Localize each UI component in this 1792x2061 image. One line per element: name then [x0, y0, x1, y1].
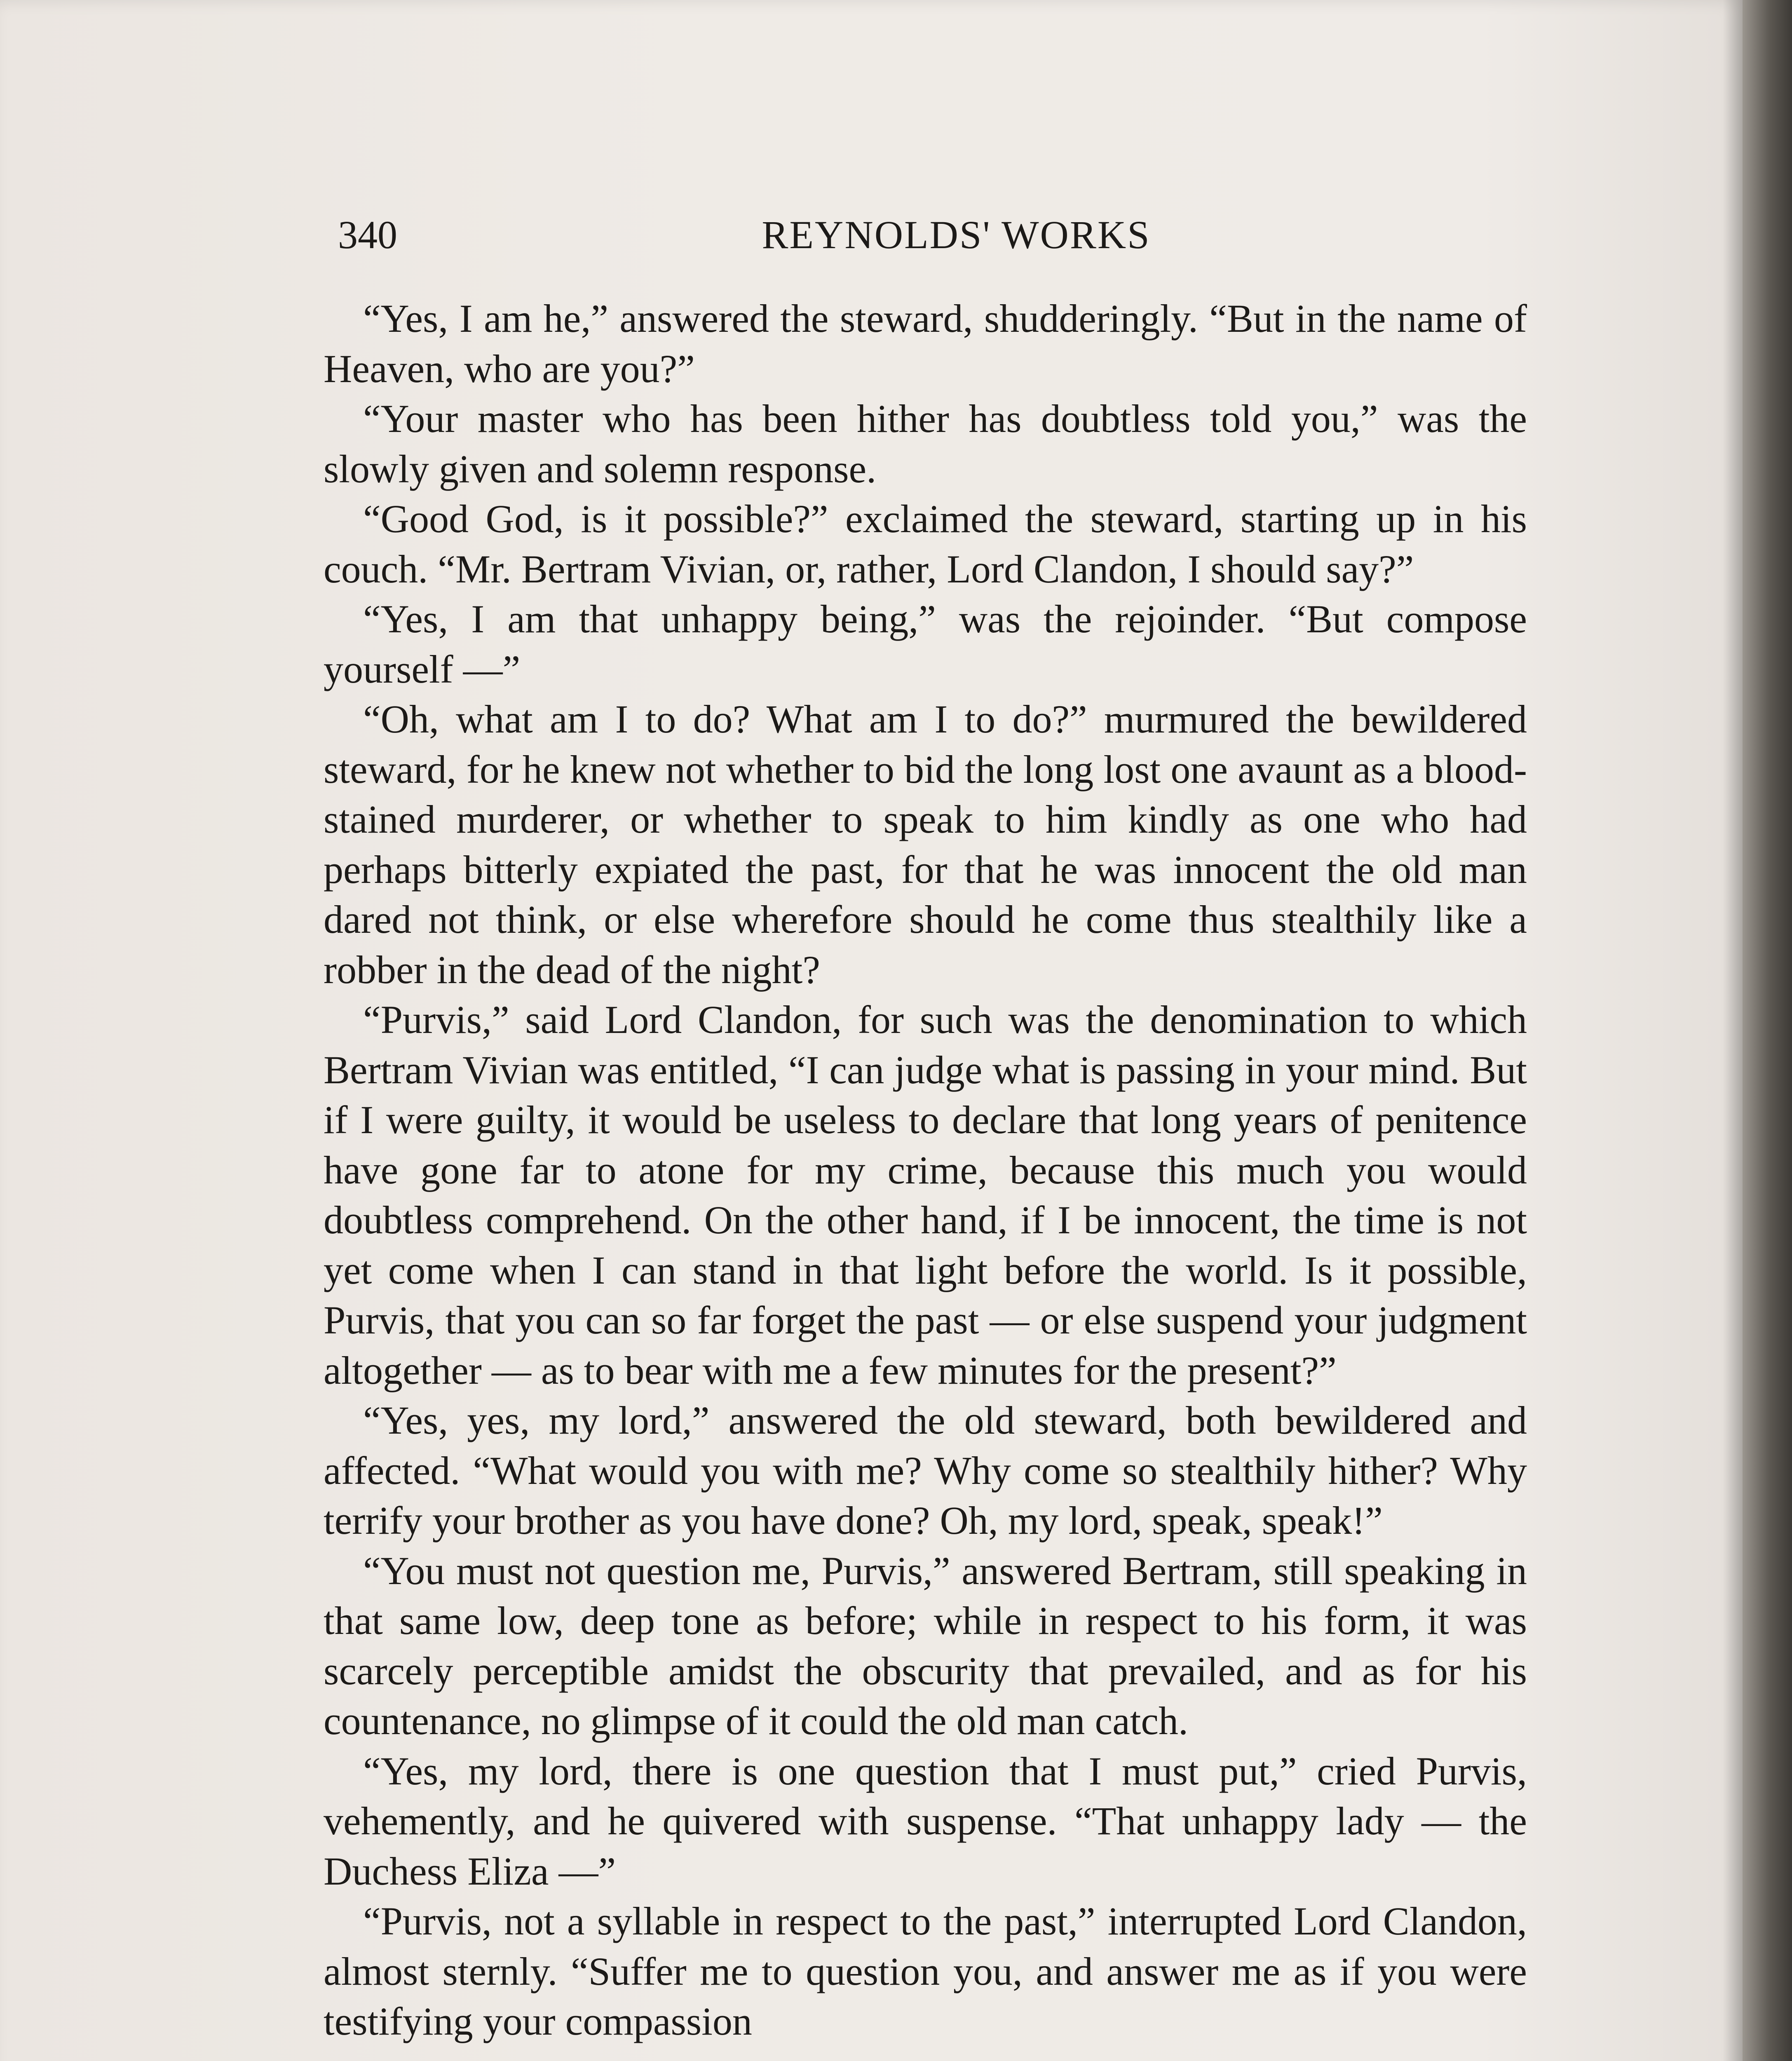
paragraph: “Yes, yes, my lord,” answered the old steward, both bewildered and affected. “What would you with me? Why come so stealthily hither? Why terrify your brother as you have done? Oh, my lord, speak, speak!”: [324, 1398, 1527, 1542]
page-number: 340: [338, 213, 397, 257]
paragraph: “Yes, I am that unhappy being,” was the rejoinder. “But compose yourself —”: [324, 597, 1527, 691]
book-edge: [1743, 0, 1792, 2061]
paragraph: “You must not question me, Purvis,” answered Bertram, still speaking in that same low, deep tone as before; while in respect to his form, it was scarcely perceptible amidst the obscurity that prevailed, and as for his countenance, no glimpse of it could the old man catch.: [324, 1548, 1527, 1743]
paragraph: “Your master who has been hither has doubtless told you,” was the slowly given and solemn response.: [324, 397, 1527, 491]
page-header: [338, 206, 1574, 264]
running-head: REYNOLDS' WORKS: [762, 213, 1151, 257]
body-text: [324, 293, 1527, 2047]
paragraph: “Purvis, not a syllable in respect to the past,” interrupted Lord Clandon, almost sternly. “Suffer me to question you, and answer me as if you were testifying your compassion: [324, 1899, 1527, 2043]
paragraph: “Oh, what am I to do? What am I to do?” murmured the bewildered steward, for he knew not whether to bid the long lost one avaunt as a blood-stained murderer, or whether to speak to him kindly as one who had perhaps bitterly expiated the past, for that he was innocent the old man dared not think, or else wherefore should he come thus stealthily like a robber in the dead of the night?: [324, 697, 1527, 992]
paragraph: “Purvis,” said Lord Clandon, for such was the denomination to which Bertram Vivian was entitled, “I can judge what is passing in your mind. But if I were guilty, it would be useless to declare that long years of penitence have gone far to atone for my crime, because this much you would doubtless comprehend. On the other hand, if I be innocent, the time is not yet come when I can stand in that light before the world. Is it possible, Purvis, that you can so far forget the past — or else suspend your judgment altogether — as to bear with me a few minutes for the present?”: [324, 998, 1527, 1392]
paragraph: “Yes, I am he,” answered the steward, shudderingly. “But in the name of Heaven, who are you?”: [324, 296, 1527, 391]
paragraph: “Good God, is it possible?” exclaimed the steward, starting up in his couch. “Mr. Bertram Vivian, or, rather, Lord Clandon, I should say?”: [324, 497, 1527, 591]
page-shadow: [1723, 0, 1743, 2061]
paragraph: “Yes, my lord, there is one question that I must put,” cried Purvis, vehemently, and he quivered with suspense. “That unhappy lady — the Duchess Eliza —”: [324, 1749, 1527, 1893]
